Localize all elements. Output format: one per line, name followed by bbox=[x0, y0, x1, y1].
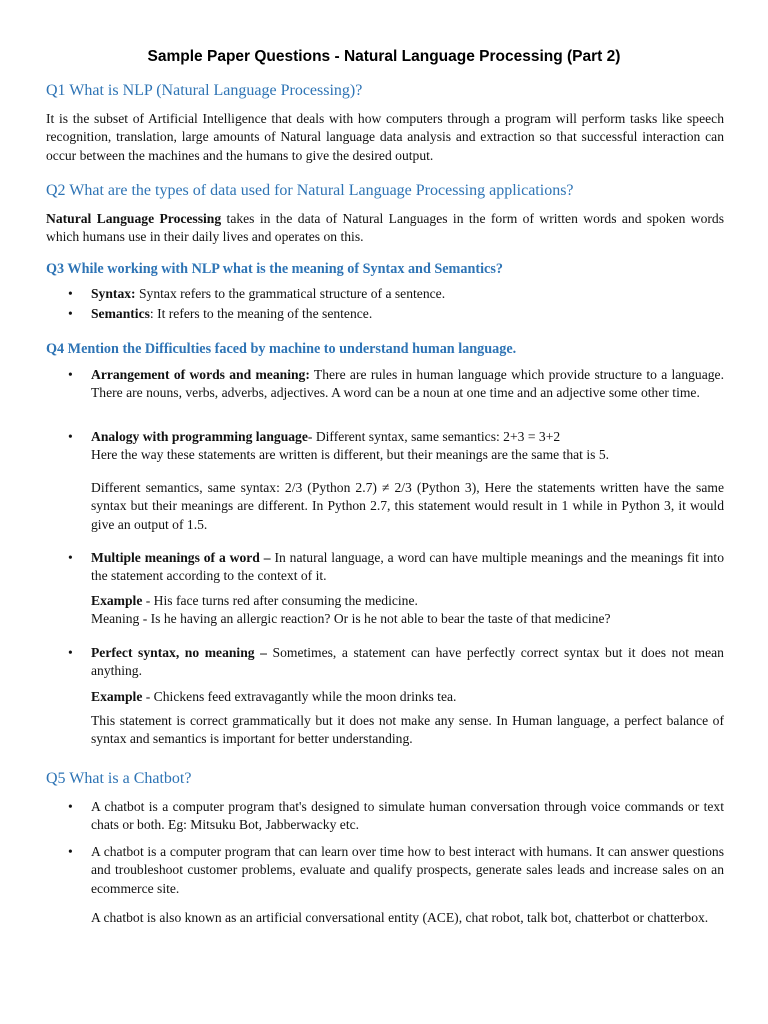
q1-body: It is the subset of Artificial Intelligence that deals with how computers through a program will perform tasks like speech recognition, translation, large amounts of Natural language data analysis and extraction so that successful interaction can occur between the machines and the humans to give the desired output. bbox=[46, 111, 724, 163]
list-item-bold: Multiple meanings of a word – bbox=[91, 550, 271, 565]
q2-heading: Q2 What are the types of data used for Natural Language Processing applications? bbox=[46, 182, 574, 199]
q2-body-text: takes in the data of Natural Languages in the form of written words and spoken words which humans use in their daily lives and operates on this. bbox=[46, 211, 725, 245]
list-item-text: Sometimes, a statement can have perfectly correct syntax but it does not mean anything. bbox=[91, 645, 724, 679]
q2-body-bold: Natural Language Processing bbox=[46, 211, 222, 226]
list-item-bold: Perfect syntax, no meaning – bbox=[91, 645, 267, 660]
example-text: - Chickens feed extravagantly while the moon drinks tea. bbox=[142, 689, 457, 704]
bullet-icon: • bbox=[68, 367, 73, 382]
bullet-icon: • bbox=[68, 286, 73, 301]
list-item-line2: Here the way these statements are written is different, but their meanings are the same that is 5. bbox=[91, 447, 610, 463]
q4-heading: Q4 Mention the Difficulties faced by machine to understand human language. bbox=[46, 341, 517, 357]
bullet-icon: • bbox=[68, 844, 73, 859]
list-item-text: There are rules in human language which provide structure to a language. There are nouns, verbs, adverbs, adjectives. A word can be a noun at one time and an adjective some other time. bbox=[91, 367, 724, 401]
q3-heading: Q3 While working with NLP what is the meaning of Syntax and Semantics? bbox=[46, 261, 503, 277]
example-label: Example bbox=[91, 689, 143, 704]
bullet-icon: • bbox=[68, 429, 73, 444]
list-item-bold: Syntax: bbox=[91, 286, 136, 301]
q4-example-2 bbox=[91, 688, 724, 706]
bullet-icon: • bbox=[68, 645, 73, 660]
list-item-text: Syntax refers to the grammatical structure of a sentence. bbox=[135, 286, 446, 301]
q5-heading: Q5 What is a Chatbot? bbox=[46, 770, 192, 787]
q1-heading: Q1 What is NLP (Natural Language Processing)? bbox=[46, 82, 363, 99]
list-item-text: - Different syntax, same semantics: 2+3 = 3+2 bbox=[307, 429, 561, 444]
example-label: Example bbox=[91, 593, 143, 608]
bullet-icon: • bbox=[68, 799, 73, 814]
list-item-text: A chatbot is a computer program that's designed to simulate human conversation through voice commands or text chats or both. Eg: Mitsuku Bot, Jabberwacky etc. bbox=[91, 799, 724, 833]
list-item-text: In natural language, a word can have multiple meanings and the meanings fit into the statement according to the context of it. bbox=[91, 550, 724, 584]
list-item-bold: Semantics bbox=[91, 306, 150, 321]
list-item-bold: Analogy with programming language bbox=[91, 429, 308, 444]
q4-perfect-para: This statement is correct grammatically but it does not make any sense. In Human language, a perfect balance of syntax and semantics is important for better understanding. bbox=[91, 713, 724, 747]
q4-example-1 bbox=[91, 592, 724, 629]
bullet-icon: • bbox=[68, 306, 73, 321]
list-item-text: A chatbot is a computer program that can learn over time how to best interact with humans. It can answer questions and troubleshoot customer problems, evaluate and qualify prospects, generate sales leads and increase sales on an ecommerce site. bbox=[91, 844, 724, 896]
q2-body bbox=[46, 210, 724, 247]
list-item-text: : It refers to the meaning of the sentence. bbox=[149, 306, 373, 321]
q4-analogy-para: Different semantics, same syntax: 2/3 (Python 2.7) ≠ 2/3 (Python 3), Here the statements written have the same syntax but their meanings are different. In Python 2.7, this statement would result in 1 while in Python 3, it would give an output of 1.5. bbox=[91, 480, 724, 532]
page-title: Sample Paper Questions - Natural Language Processing (Part 2) bbox=[147, 48, 621, 65]
example-text: - His face turns red after consuming the medicine. bbox=[142, 593, 418, 608]
meaning-text: Meaning - Is he having an allergic reaction? Or is he not able to bear the taste of that medicine? bbox=[91, 611, 611, 627]
bullet-icon: • bbox=[68, 550, 73, 565]
list-item-bold: Arrangement of words and meaning: bbox=[91, 367, 310, 382]
q5-para: A chatbot is also known as an artificial conversational entity (ACE), chat robot, talk bot, chatterbot or chatterbox. bbox=[91, 910, 709, 925]
